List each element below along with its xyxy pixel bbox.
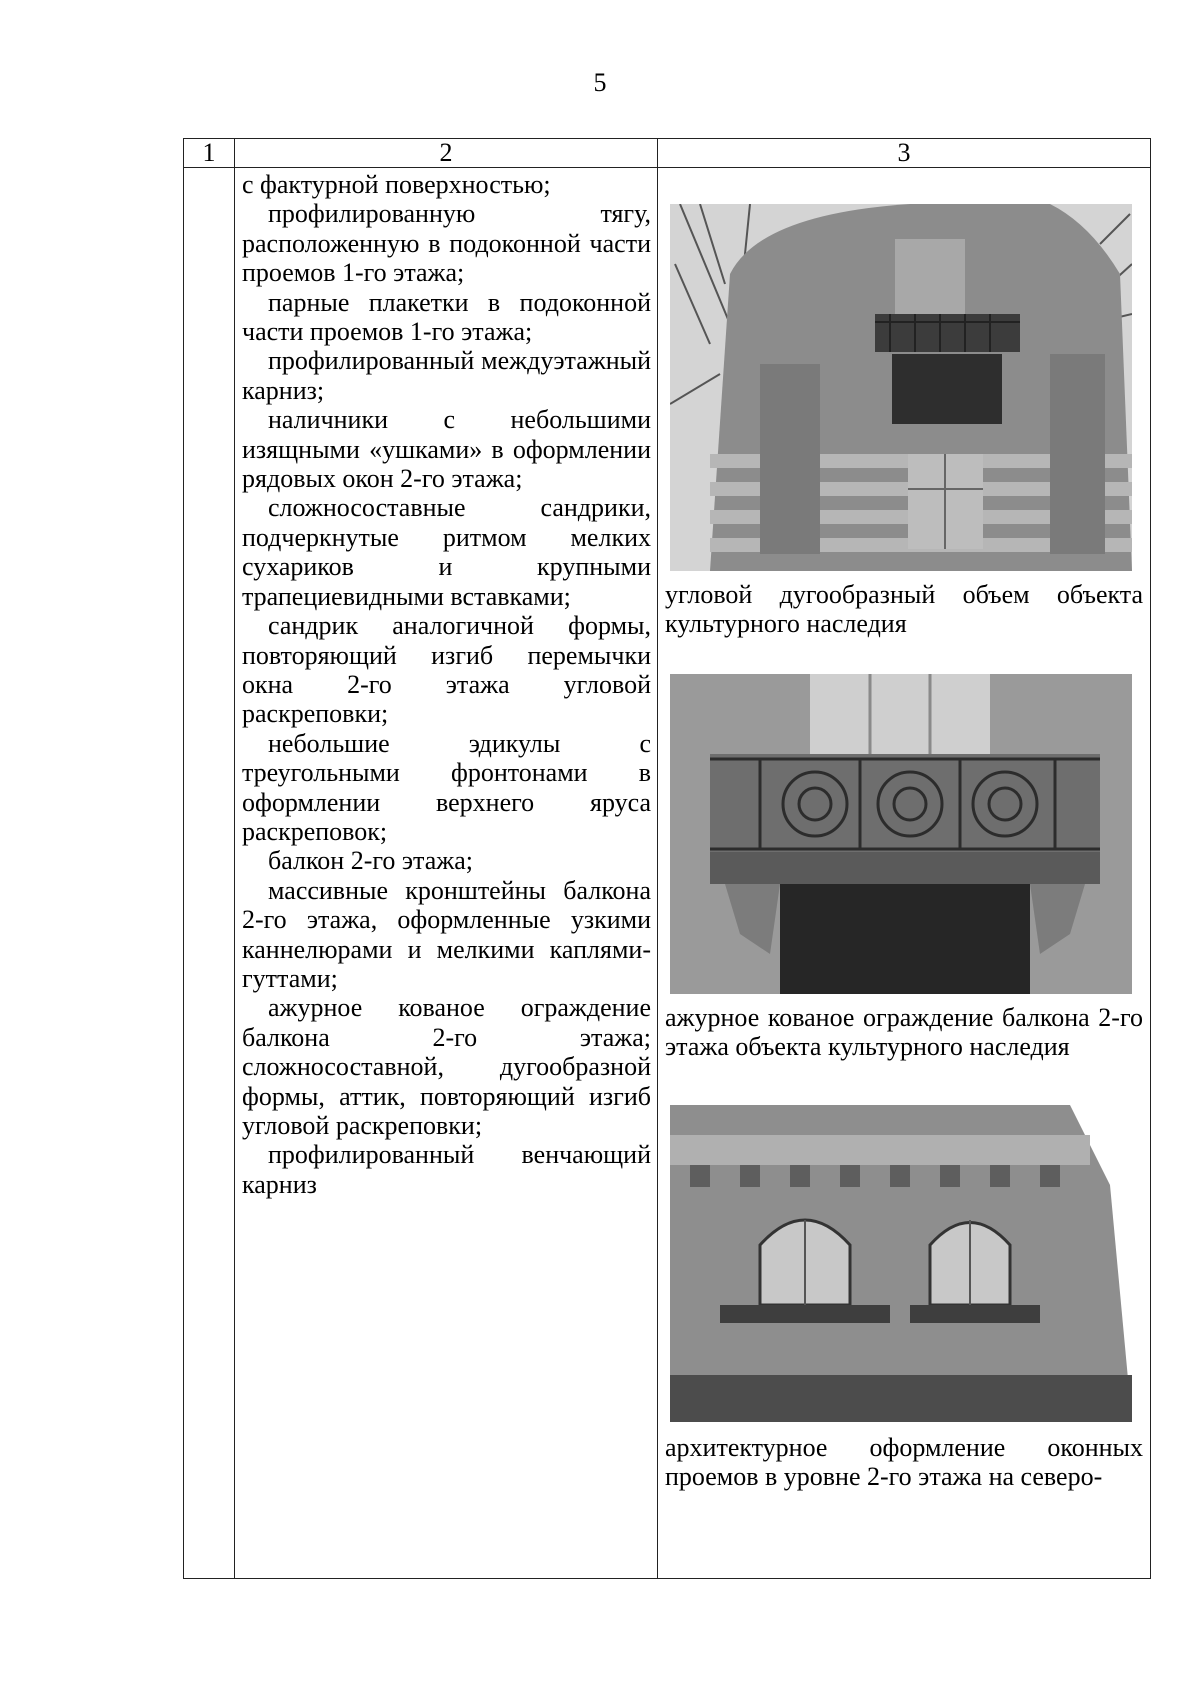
list-item: сложносоставные сандрики, подчеркнутые ритмом мелких сухариков и крупными трапециевидными вставками; bbox=[242, 493, 651, 611]
photo-corner-volume bbox=[670, 204, 1132, 571]
body-col-1 bbox=[184, 168, 235, 1579]
body-col-3 bbox=[658, 168, 1151, 1579]
list-item: небольшие эдикулы с треугольными фронтонами в оформлении верхнего яруса раскреповок; bbox=[242, 728, 651, 846]
photo-corner-volume-image bbox=[670, 204, 1132, 571]
photo-caption: угловой дугообразный объем объекта культурного наследия bbox=[665, 580, 1143, 639]
features-list bbox=[235, 168, 657, 1199]
photo-caption: ажурное кованое ограждение балкона 2-го этажа объекта культурного наследия bbox=[665, 1003, 1143, 1062]
list-item: массивные кронштейны балкона 2-го этажа, оформленные узкими каннелюрами и мелкими каплями-гуттами; bbox=[242, 875, 651, 993]
list-item: профилированный междуэтажный карниз; bbox=[242, 346, 651, 405]
photo-balcony-railing-image bbox=[670, 674, 1132, 994]
list-item: профилированную тягу, расположенную в подоконной части проемов 1-го этажа; bbox=[242, 199, 651, 288]
photo-window-openings-image bbox=[670, 1105, 1132, 1422]
list-item: ажурное кованое ограждение балкона 2-го этажа; сложносоставной, дугообразной формы, аттик, повторяющий изгиб угловой раскреповки; bbox=[242, 993, 651, 1140]
list-item: с фактурной поверхностью; bbox=[242, 170, 551, 199]
photo-balcony-railing bbox=[670, 674, 1132, 994]
list-item: сандрик аналогичной формы, повторяющий изгиб перемычки окна 2-го этажа угловой раскреповки; bbox=[242, 611, 651, 729]
photos-column bbox=[658, 168, 1150, 1578]
table-body-row bbox=[184, 168, 1151, 1579]
header-col-2: 2 bbox=[235, 139, 658, 168]
features-table bbox=[183, 138, 1151, 1579]
list-item: парные плакетки в подоконной части проемов 1-го этажа; bbox=[242, 287, 651, 347]
photo-caption: архитектурное оформление оконных проемов в уровне 2-го этажа на северо- bbox=[665, 1433, 1143, 1492]
body-col-2 bbox=[235, 168, 658, 1579]
list-item: балкон 2-го этажа; bbox=[268, 846, 473, 876]
list-item: наличники с небольшими изящными «ушками» в оформлении рядовых окон 2-го этажа; bbox=[242, 405, 651, 494]
header-col-3: 3 bbox=[658, 139, 1151, 168]
list-item: профилированный венчающий карниз bbox=[242, 1140, 651, 1199]
table-header-row bbox=[184, 139, 1151, 168]
page-number: 5 bbox=[593, 68, 607, 97]
photo-window-openings bbox=[670, 1105, 1132, 1422]
header-col-1: 1 bbox=[184, 139, 235, 168]
